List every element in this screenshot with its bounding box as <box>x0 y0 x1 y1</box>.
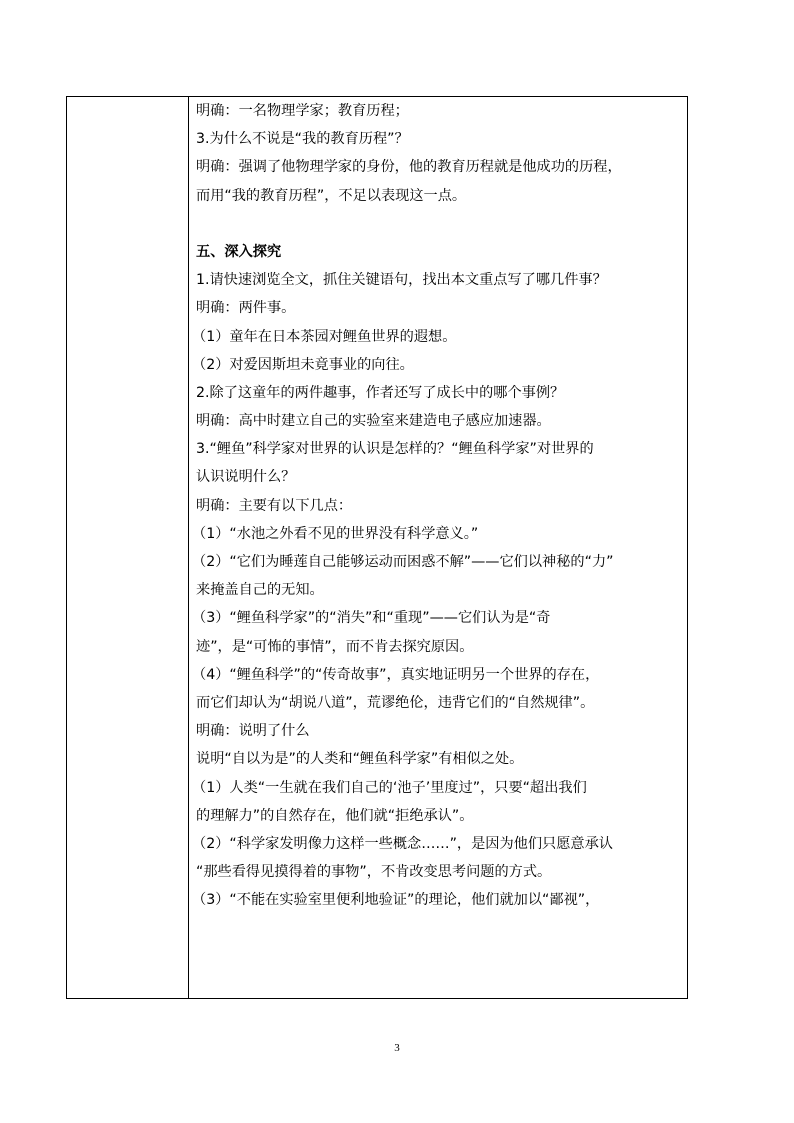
text-line: （4）“鲤鱼科学”的“传奇故事”，真实地证明另一个世界的存在， <box>192 666 600 683</box>
text-line: 说明“自以为是”的人类和“鲤鱼科学家”有相似之处。 <box>196 751 524 768</box>
page-number: 3 <box>394 1042 400 1054</box>
text-line: （2）“它们为睡莲自己能够运动而困惑不解”——它们以神秘的“力” <box>192 554 614 570</box>
content-table <box>66 96 688 999</box>
text-line: “那些看得见摸得着的事物”，不肯改变思考问题的方式。 <box>196 864 552 881</box>
text-line: 明确：两件事。 <box>196 300 296 317</box>
text-line: 的理解力”的自然存在，他们就“拒绝承认”。 <box>196 807 474 824</box>
text-line: 3.为什么不说是“我的教育历程”？ <box>196 131 409 148</box>
text-line: 明确：主要有以下几点： <box>196 497 353 514</box>
text-line: 明确：说明了什么 <box>196 723 310 740</box>
text-cell <box>192 97 686 914</box>
text-line: （3）“不能在实验室里便利地验证”的理论，他们就加以“鄙视”， <box>192 892 600 909</box>
text-line: 而用“我的教育历程”，不足以表现这一点。 <box>196 187 467 204</box>
text-line: （3）“鲤鱼科学家”的“消失”和“重现”——它们认为是“奇 <box>192 610 551 627</box>
text-line: 2.除了这童年的两件趣事，作者还写了成长中的哪个事例？ <box>196 384 565 401</box>
column-divider <box>188 97 189 998</box>
text-line: 1.请快速浏览全文，抓住关键语句，找出本文重点写了哪几件事？ <box>196 272 607 289</box>
text-line: 认识说明什么？ <box>196 469 296 486</box>
section-heading: 五、深入探究 <box>196 243 282 260</box>
text-line: 明确：高中时建立自己的实验室来建造电子感应加速器。 <box>196 413 551 430</box>
text-line: 来掩盖自己的无知。 <box>196 582 324 599</box>
text-line: （1）人类“一生就在我们自己的‘池子’里度过”，只要“超出我们 <box>192 779 587 796</box>
blank-line <box>196 210 686 238</box>
text-line: 迹”，是“可怖的事情”，而不肯去探究原因。 <box>196 638 474 655</box>
text-line: 明确：强调了他物理学家的身份，他的教育历程就是他成功的历程， <box>196 159 622 176</box>
text-line: 3.“鲤鱼”科学家对世界的认识是怎样的？“鲤鱼科学家”对世界的 <box>196 441 594 458</box>
text-line: （2）“科学家发明像力这样一些概念……”，是因为他们只愿意承认 <box>192 835 613 852</box>
text-line: （1）“水池之外看不见的世界没有科学意义。” <box>192 525 479 542</box>
text-line: （2）对爱因斯坦未竟事业的向往。 <box>192 356 414 373</box>
text-line: 明确：一名物理学家；教育历程； <box>196 103 409 119</box>
text-line: 而它们却认为“胡说八道”，荒谬绝伦，违背它们的“自然规律”。 <box>196 694 595 711</box>
text-line: （1）童年在日本茶园对鲤鱼世界的遐想。 <box>192 328 457 345</box>
